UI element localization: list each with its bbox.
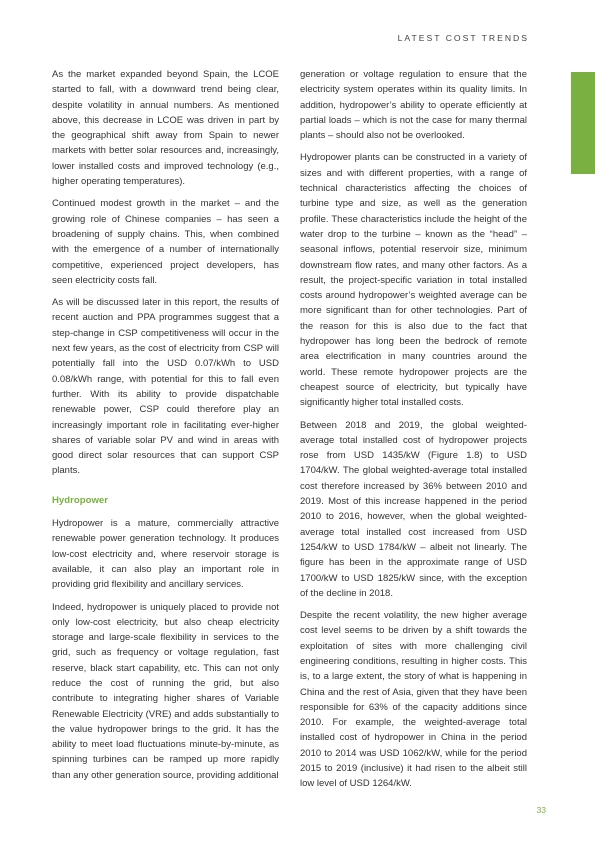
paragraph-voltage-regulation: generation or voltage regulation to ensure that the electricity system operates within its quality limits. In addition, hydropower’s ability to operate efficiently at partial loads – which is not the case for many thermal plants – should also not be overlooked.	[300, 69, 527, 142]
paragraph-hydropower-flexibility: Indeed, hydropower is uniquely placed to provide not only low-cost electricity, but also cheap electricity storage and large-scale flexibility in services to the grid, such as frequency or voltage regulation, fast reserve, black start capability, etc. This can not only reduce the cost of running the grid, but also contribute to integrating higher shares of Variable Renewable Electricity (VRE) and adds substantially to the value hydropower brings to the grid. It has the ability to meet load fluctuations minute-by-minute, as spinning turbines can be ramped up more rapidly than any other generation source, providing additional	[52, 601, 279, 781]
paragraph-hydropower-intro: Hydropower is a mature, commercially attractive renewable power generation technology. It produces low-cost electricity and, where reservoir storage is available, it can also play an important role in providing grid flexibility and ancillary services.	[52, 518, 279, 591]
paragraph-csp-lcoe-trend: As the market expanded beyond Spain, the LCOE started to fall, with a downward trend being clear, despite volatility in annual numbers. As mentioned above, this decrease in LCOE was driven in part by the geographical shift away from Spain to newer markets with better solar resources and, increasingly, lower installed costs and improved technology (e.g., higher operating temperatures).	[52, 69, 279, 188]
paragraph-supply-chains: Continued modest growth in the market – and the growing role of Chinese companies – has seen a broadening of supply chains. This, when combined with the emergence of a number of internationally competitive, experienced project developers, has seen electricity costs fall.	[52, 198, 279, 286]
section-heading-hydropower: Hydropower	[52, 494, 108, 506]
paragraph-installed-cost-trend: Between 2018 and 2019, the global weighted-average total installed cost of hydropower projects rose from USD 1435/kW (Figure 1.8) to USD 1704/kW. The global weighted-average total installed cost therefore increased by 36% between 2010 and 2019. Most of this increase happened in the period 2010 to 2016, however, when the global weighted-average total installed cost increased from USD 1254/kW to USD 1784/kW – albeit not linearly. The figure has been in the approximate range of USD 1700/kW to USD 1825/kW since, with the exception of the decline in 2018.	[300, 419, 527, 599]
right-column	[300, 67, 527, 799]
paragraph-csp-competitiveness: As will be discussed later in this report, the results of recent auction and PPA programmes suggest that a step-change in CSP competitiveness will occur in the next few years, as the cost of electricity from CSP will potentially fall into the USD 0.07/kWh to USD 0.08/kWh range, with potential for this to fall even further. With its ability to provide dispatchable renewable power, CSP could therefore play an increasingly important role in facilitating ever-higher shares of variable solar PV and wind in areas with good direct solar resources that can support CSP plants.	[52, 297, 279, 477]
left-column	[52, 67, 279, 790]
page-number: 33	[536, 805, 546, 815]
paragraph-plant-characteristics: Hydropower plants can be constructed in a variety of sizes and with different properties, with a range of technical characteristics affecting the choices of turbine type and size, as well as the generation profile. These characteristics include the height of the water drop to the turbine – known as the “head” – seasonal inflows, potential reservoir size, minimum downstream flow rates, and many other factors. As a result, the project-specific variation in total installed costs around hydropower’s weighted average can be more significant than for other technologies. Part of the reason for this is also due to the fact that hydropower has long been the bedrock of remote area electrification in many countries around the world. These remote hydropower projects are the cheapest source of electricity, but typically have significantly higher total installed costs.	[300, 152, 527, 409]
running-header: LATEST COST TRENDS	[397, 33, 529, 43]
paragraph-cost-drivers: Despite the recent volatility, the new higher average cost level seems to be driven by a shift towards the exploitation of sites with more challenging civil engineering conditions, resulting in higher costs. This is, to a large extent, the story of what is happening in China and the rest of Asia, given that they have been responsible for 63% of the capacity additions since 2010. For example, the weighted-average total installed cost of hydropower in China in the period 2010 to 2014 was USD 1062/kW, while for the period 2015 to 2019 (inclusive) it had risen to the albeit still low level of USD 1264/kW.	[300, 610, 527, 790]
chapter-side-tab	[571, 72, 595, 174]
